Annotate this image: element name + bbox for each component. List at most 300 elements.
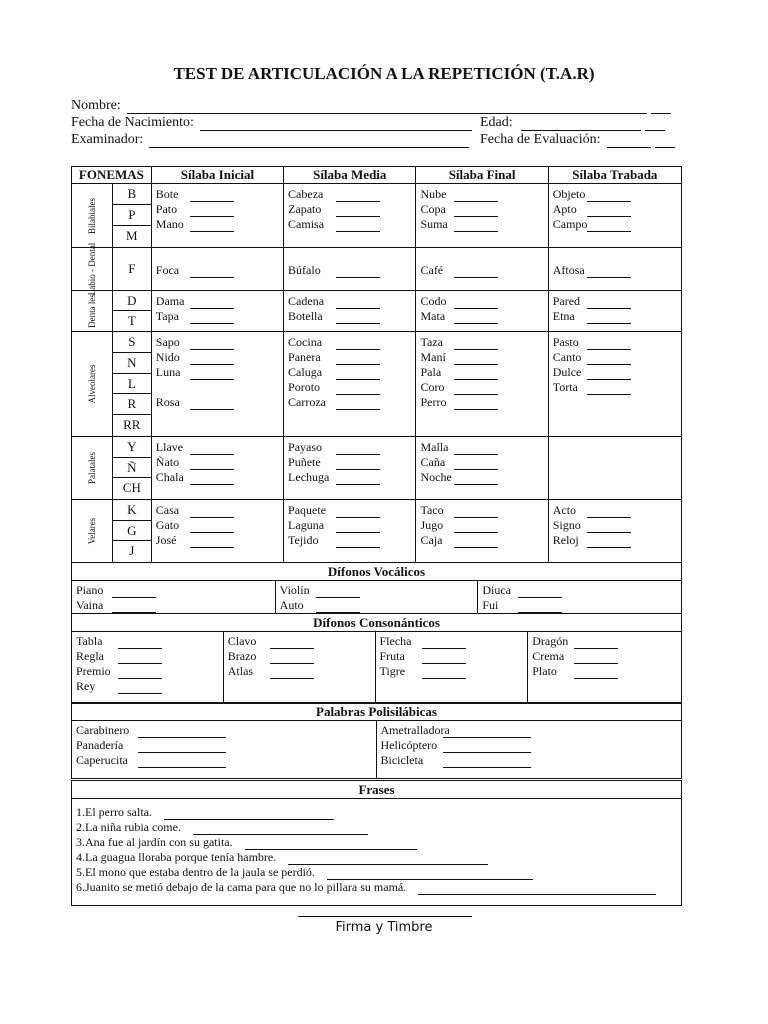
- word-carroza: Carroza: [288, 395, 327, 409]
- fecha-nacimiento-field[interactable]: [200, 117, 472, 131]
- word-tabla: Tabla: [76, 634, 103, 648]
- word-taza: Taza: [420, 335, 443, 349]
- cell-trabada: [548, 436, 681, 499]
- answer-blank[interactable]: [336, 191, 380, 202]
- answer-blank[interactable]: [164, 809, 334, 820]
- answer-blank[interactable]: [336, 522, 380, 533]
- word-tejido: Tejido: [288, 532, 319, 547]
- answer-blank[interactable]: [454, 522, 498, 533]
- answer-blank[interactable]: [190, 507, 234, 518]
- answer-blank[interactable]: [118, 683, 162, 694]
- answer-blank[interactable]: [270, 668, 314, 679]
- cell-inicial: [151, 332, 283, 437]
- frase-text: 1.El perro salta.: [76, 805, 152, 819]
- word-tigre: Tigre: [379, 664, 406, 678]
- word-dulce: Dulce: [552, 365, 582, 379]
- word-line: [288, 518, 415, 533]
- answer-blank[interactable]: [327, 869, 533, 880]
- answer-blank[interactable]: [138, 742, 226, 753]
- answer-blank[interactable]: [336, 384, 380, 395]
- phoneme-d: D: [113, 291, 151, 311]
- edad-label: Edad:: [480, 115, 513, 130]
- answer-blank[interactable]: [336, 339, 380, 350]
- word-line: [288, 187, 415, 202]
- answer-blank[interactable]: [112, 602, 156, 613]
- answer-blank[interactable]: [418, 884, 656, 895]
- answer-blank[interactable]: [443, 742, 531, 753]
- word-atlas: Atlas: [227, 664, 254, 678]
- answer-blank[interactable]: [245, 839, 417, 850]
- word-line: [76, 738, 376, 753]
- word-line: [420, 440, 547, 455]
- word-apto: Apto: [552, 202, 577, 216]
- answer-blank[interactable]: [574, 638, 618, 649]
- word-suma: Suma: [420, 217, 448, 231]
- edad-field[interactable]: [521, 117, 641, 131]
- word-line: [76, 753, 376, 768]
- answer-blank[interactable]: [587, 221, 631, 232]
- word-line: [156, 335, 283, 350]
- word-line: [288, 503, 415, 518]
- word-line: [553, 309, 681, 324]
- word-line: [380, 649, 528, 664]
- answer-blank[interactable]: [336, 313, 380, 324]
- word-line: [420, 533, 547, 548]
- word-line: [381, 753, 682, 768]
- word-line: [420, 380, 547, 395]
- answer-blank[interactable]: [336, 206, 380, 217]
- word-torta: Torta: [552, 380, 578, 394]
- answer-blank[interactable]: [454, 206, 498, 217]
- word-line: [553, 350, 681, 365]
- word-line: [482, 583, 681, 598]
- word-line: [381, 738, 682, 753]
- answer-blank[interactable]: [587, 507, 631, 518]
- answer-blank[interactable]: [454, 191, 498, 202]
- word-rosa: Rosa: [155, 395, 180, 409]
- word-line: [553, 380, 681, 395]
- word-etna: Etna: [552, 309, 575, 323]
- group-label-cell: [72, 291, 113, 332]
- answer-blank[interactable]: [316, 602, 360, 613]
- word-gato: Gato: [155, 517, 180, 532]
- word-punete: Puñete: [288, 454, 321, 469]
- examinador-field[interactable]: [149, 134, 469, 148]
- word-line: [482, 598, 681, 613]
- fecha-nacimiento-row: [71, 115, 472, 131]
- word-line: [553, 217, 681, 232]
- answer-blank[interactable]: [316, 587, 360, 598]
- answer-blank[interactable]: [336, 369, 380, 380]
- fecha-evaluacion-row: [480, 132, 675, 148]
- word-line: [76, 664, 223, 679]
- group-label-cell: [72, 242, 113, 296]
- word-line: [553, 533, 681, 548]
- word-line: [420, 350, 547, 365]
- answer-blank[interactable]: [454, 221, 498, 232]
- frase-line: [76, 820, 681, 835]
- group-label: Palatales: [86, 451, 97, 484]
- word-plato: Plato: [532, 664, 557, 678]
- word-caperucita: Caperucita: [76, 753, 128, 767]
- answer-blank[interactable]: [454, 399, 498, 410]
- answer-blank[interactable]: [118, 638, 162, 649]
- word-caluga: Caluga: [288, 365, 323, 379]
- word-line: [156, 365, 283, 380]
- word-mano: Mano: [155, 217, 184, 231]
- word-line: [156, 202, 283, 217]
- frases-table: [71, 780, 682, 906]
- word-acto: Acto: [552, 502, 577, 517]
- word-mani: Maní: [420, 350, 446, 364]
- answer-blank[interactable]: [422, 668, 466, 679]
- answer-blank[interactable]: [443, 757, 531, 768]
- answer-blank[interactable]: [587, 267, 631, 278]
- phoneme-y: Y: [113, 437, 151, 458]
- answer-blank[interactable]: [190, 313, 234, 324]
- cell-final: [416, 184, 548, 248]
- answer-blank[interactable]: [190, 298, 234, 309]
- word-line: [76, 723, 376, 738]
- word-line: [553, 263, 681, 278]
- cell-media: [284, 184, 416, 248]
- answer-blank[interactable]: [190, 522, 234, 533]
- cell-trabada: [548, 291, 681, 332]
- word-botella: Botella: [288, 309, 323, 323]
- word-line: [288, 294, 415, 309]
- answer-blank[interactable]: [336, 267, 380, 278]
- word-line: [288, 440, 415, 455]
- word-rey: Rey: [76, 679, 96, 693]
- answer-blank[interactable]: [454, 369, 498, 380]
- word-line: [553, 335, 681, 350]
- phoneme-cell: [112, 332, 151, 437]
- word-line: [420, 335, 547, 350]
- phoneme-cell: [112, 291, 151, 332]
- group-label: Labio - Dental: [86, 242, 97, 296]
- word-taco: Taco: [420, 502, 444, 517]
- word-line: [420, 217, 547, 232]
- word-caja: Caja: [420, 532, 443, 547]
- answer-blank[interactable]: [336, 507, 380, 518]
- word-line: [288, 533, 415, 548]
- group-label: Bilabiales: [86, 197, 97, 234]
- answer-blank[interactable]: [336, 444, 380, 455]
- edad-row: [480, 115, 665, 131]
- answer-blank[interactable]: [190, 474, 234, 485]
- word-line: [76, 583, 275, 598]
- answer-blank[interactable]: [574, 653, 618, 664]
- phoneme-s: S: [113, 332, 151, 353]
- frase-line: [76, 880, 681, 895]
- word-line: [156, 470, 283, 485]
- word-line: [156, 503, 283, 518]
- word-line: [228, 634, 375, 649]
- answer-blank[interactable]: [587, 313, 631, 324]
- frase-line: [76, 865, 681, 880]
- answer-blank[interactable]: [422, 653, 466, 664]
- word-line: [420, 294, 547, 309]
- answer-blank[interactable]: [138, 727, 226, 738]
- cell-trabada: [548, 499, 681, 562]
- answer-blank[interactable]: [336, 221, 380, 232]
- answer-blank[interactable]: [587, 369, 631, 380]
- answer-blank[interactable]: [190, 206, 234, 217]
- answer-blank[interactable]: [193, 824, 368, 835]
- answer-blank[interactable]: [454, 339, 498, 350]
- group-row-palatales: [72, 436, 682, 499]
- group-label-cell: [72, 436, 113, 499]
- word-lechuga: Lechuga: [288, 469, 330, 484]
- word-line: [553, 202, 681, 217]
- phoneme-m: M: [126, 228, 138, 243]
- nombre-label: Nombre:: [71, 98, 121, 113]
- word-nube: Nube: [420, 187, 447, 201]
- answer-blank[interactable]: [454, 537, 498, 548]
- answer-blank[interactable]: [336, 298, 380, 309]
- phoneme-t: T: [127, 313, 136, 328]
- answer-blank[interactable]: [190, 369, 234, 380]
- answer-blank[interactable]: [336, 354, 380, 365]
- cell-trabada: [548, 184, 681, 248]
- answer-blank[interactable]: [190, 459, 234, 470]
- cell-media: [284, 291, 416, 332]
- word-line: [288, 217, 415, 232]
- header-silaba-inicial: Sílaba Inicial: [151, 167, 283, 184]
- header-silaba-trabada: Sílaba Trabada: [548, 167, 681, 184]
- cell-inicial: [151, 248, 283, 291]
- word-line: [76, 634, 223, 649]
- word-line: [380, 664, 528, 679]
- nombre-field[interactable]: [127, 100, 647, 114]
- answer-blank[interactable]: [118, 653, 162, 664]
- answer-blank[interactable]: [454, 474, 498, 485]
- cell-inicial: [151, 499, 283, 562]
- word-line: [288, 263, 415, 278]
- word-jugo: Jugo: [420, 517, 444, 532]
- answer-blank[interactable]: [270, 653, 314, 664]
- word-line: [156, 187, 283, 202]
- group-label: Alveolares: [86, 364, 97, 404]
- word-premio: Premio: [76, 664, 111, 678]
- word-clavo: Clavo: [227, 634, 257, 648]
- group-label-cell: [72, 184, 113, 248]
- answer-blank[interactable]: [190, 221, 234, 232]
- answer-blank[interactable]: [138, 757, 226, 768]
- word-tapa: Tapa: [155, 309, 179, 323]
- answer-blank[interactable]: [336, 399, 380, 410]
- word-line: [288, 470, 415, 485]
- phoneme-cell: [112, 436, 151, 499]
- phoneme-f: F: [128, 261, 136, 276]
- cell-media: [284, 436, 416, 499]
- signature-line[interactable]: [298, 916, 472, 917]
- word-line: [76, 649, 223, 664]
- answer-blank[interactable]: [587, 522, 631, 533]
- phoneme-g: G: [113, 521, 151, 542]
- word-reloj: Reloj: [552, 532, 579, 547]
- word-line: [420, 263, 547, 278]
- phoneme-b: B: [113, 184, 151, 205]
- fecha-evaluacion-label: Fecha de Evaluación:: [480, 132, 601, 147]
- word-line: [228, 649, 375, 664]
- edad-field-end: [645, 117, 665, 131]
- word-line: [420, 202, 547, 217]
- answer-blank[interactable]: [190, 399, 234, 410]
- answer-blank[interactable]: [336, 459, 380, 470]
- phoneme-n: Ñ: [113, 458, 151, 479]
- frase-text: 2.La niña rubia come.: [76, 820, 181, 834]
- word-fruta: Fruta: [379, 649, 405, 663]
- answer-blank[interactable]: [443, 727, 531, 738]
- word-line: [420, 503, 547, 518]
- phoneme-k: K: [113, 500, 151, 521]
- answer-blank[interactable]: [336, 537, 380, 548]
- word-line: [553, 187, 681, 202]
- word-ametralladora: Ametralladora: [380, 723, 450, 737]
- group-row-labio-dental: [72, 248, 682, 291]
- word-line: [76, 598, 275, 613]
- answer-blank[interactable]: [118, 668, 162, 679]
- cell-trabada: [548, 332, 681, 437]
- word-payaso: Payaso: [288, 439, 323, 454]
- group-label-cell: [72, 332, 113, 437]
- answer-blank[interactable]: [587, 191, 631, 202]
- word-vaina: Vaina: [76, 598, 104, 612]
- word-cabeza: Cabeza: [288, 187, 324, 201]
- frase-text: 3.Ana fue al jardín con su gatita.: [76, 835, 233, 849]
- answer-blank[interactable]: [454, 384, 498, 395]
- frases-title: Frases: [72, 781, 682, 799]
- answer-blank[interactable]: [270, 638, 314, 649]
- answer-blank[interactable]: [454, 313, 498, 324]
- word-line: [420, 395, 547, 410]
- column-2: [375, 632, 528, 704]
- difonos-consonanticos-table: [71, 613, 682, 704]
- answer-blank[interactable]: [574, 668, 618, 679]
- word-objeto: Objeto: [552, 187, 586, 201]
- phoneme-n: N: [113, 353, 151, 374]
- word-laguna: Laguna: [288, 517, 325, 532]
- word-line: [288, 455, 415, 470]
- polisilabicas-title: Palabras Polisilábicas: [72, 703, 682, 721]
- difonos-vocalicos-table: [71, 562, 682, 614]
- answer-blank[interactable]: [587, 354, 631, 365]
- word-line: [156, 350, 283, 365]
- column-0: [72, 581, 276, 614]
- answer-blank[interactable]: [422, 638, 466, 649]
- word-line: [532, 634, 681, 649]
- answer-blank[interactable]: [190, 444, 234, 455]
- answer-blank[interactable]: [518, 602, 562, 613]
- word-line: [420, 518, 547, 533]
- word-line: [420, 455, 547, 470]
- answer-blank[interactable]: [454, 444, 498, 455]
- column-0: [72, 632, 224, 704]
- firma-label: Firma y Timbre: [335, 920, 433, 935]
- frase-text: 5.El mono que estaba dentro de la jaula se perdió.: [76, 865, 315, 879]
- answer-blank[interactable]: [454, 298, 498, 309]
- column-0: [72, 721, 377, 779]
- word-panaderia: Panadería: [76, 738, 124, 752]
- word-carabinero: Carabinero: [76, 723, 130, 737]
- word-line: [156, 440, 283, 455]
- word-cana: Caña: [420, 454, 446, 469]
- word-line: [553, 518, 681, 533]
- answer-blank[interactable]: [518, 587, 562, 598]
- answer-blank[interactable]: [190, 339, 234, 350]
- answer-blank[interactable]: [587, 206, 631, 217]
- word-line: [156, 455, 283, 470]
- answer-blank[interactable]: [454, 267, 498, 278]
- answer-blank[interactable]: [190, 537, 234, 548]
- answer-blank[interactable]: [112, 587, 156, 598]
- answer-blank[interactable]: [454, 507, 498, 518]
- polisilabicas-table: [71, 702, 682, 779]
- answer-blank[interactable]: [190, 191, 234, 202]
- word-line: [381, 723, 682, 738]
- answer-blank[interactable]: [288, 854, 488, 865]
- word-casa: Casa: [155, 502, 180, 517]
- word-line: [156, 518, 283, 533]
- answer-blank[interactable]: [454, 354, 498, 365]
- word-diuca: Diuca: [482, 583, 511, 597]
- word-line: [156, 395, 283, 410]
- fecha-evaluacion-field[interactable]: [607, 134, 651, 148]
- frase-line: [76, 805, 681, 820]
- phoneme-p: P: [113, 205, 151, 226]
- nombre-row: [71, 98, 671, 114]
- answer-blank[interactable]: [587, 384, 631, 395]
- word-pasto: Pasto: [552, 335, 579, 349]
- word-line: [420, 309, 547, 324]
- word-line: [280, 583, 478, 598]
- answer-blank[interactable]: [454, 459, 498, 470]
- answer-blank[interactable]: [587, 339, 631, 350]
- cell-media: [284, 332, 416, 437]
- word-nato: Ñato: [155, 454, 180, 469]
- answer-blank[interactable]: [336, 474, 380, 485]
- answer-blank[interactable]: [587, 298, 631, 309]
- word-luna: Luna: [155, 365, 181, 379]
- word-line: [553, 294, 681, 309]
- page-title: TEST DE ARTICULACIÓN A LA REPETICIÓN (T.A.R): [173, 64, 595, 83]
- frase-line: [76, 850, 681, 865]
- answer-blank[interactable]: [587, 537, 631, 548]
- phoneme-cell: [112, 248, 151, 291]
- column-3: [528, 632, 682, 704]
- group-row-velares: [72, 499, 682, 562]
- header-fonemas: FONEMAS: [72, 167, 152, 184]
- answer-blank[interactable]: [190, 267, 234, 278]
- fecha-nacimiento-label: Fecha de Nacimiento:: [71, 115, 194, 130]
- word-pared: Pared: [552, 294, 581, 308]
- word-dama: Dama: [155, 294, 185, 308]
- word-bote: Bote: [155, 187, 179, 201]
- examinador-row: [71, 132, 469, 148]
- phoneme-cell: [112, 184, 151, 248]
- cell-final: [416, 332, 548, 437]
- word-jose: José: [155, 532, 177, 547]
- word-line: [228, 664, 375, 679]
- word-line: [156, 309, 283, 324]
- word-bicicleta: Bicicleta: [380, 753, 424, 767]
- word-line: [288, 309, 415, 324]
- cell-inicial: [151, 436, 283, 499]
- word-fui: Fui: [482, 598, 499, 612]
- phoneme-l: L: [113, 374, 151, 395]
- answer-blank[interactable]: [190, 354, 234, 365]
